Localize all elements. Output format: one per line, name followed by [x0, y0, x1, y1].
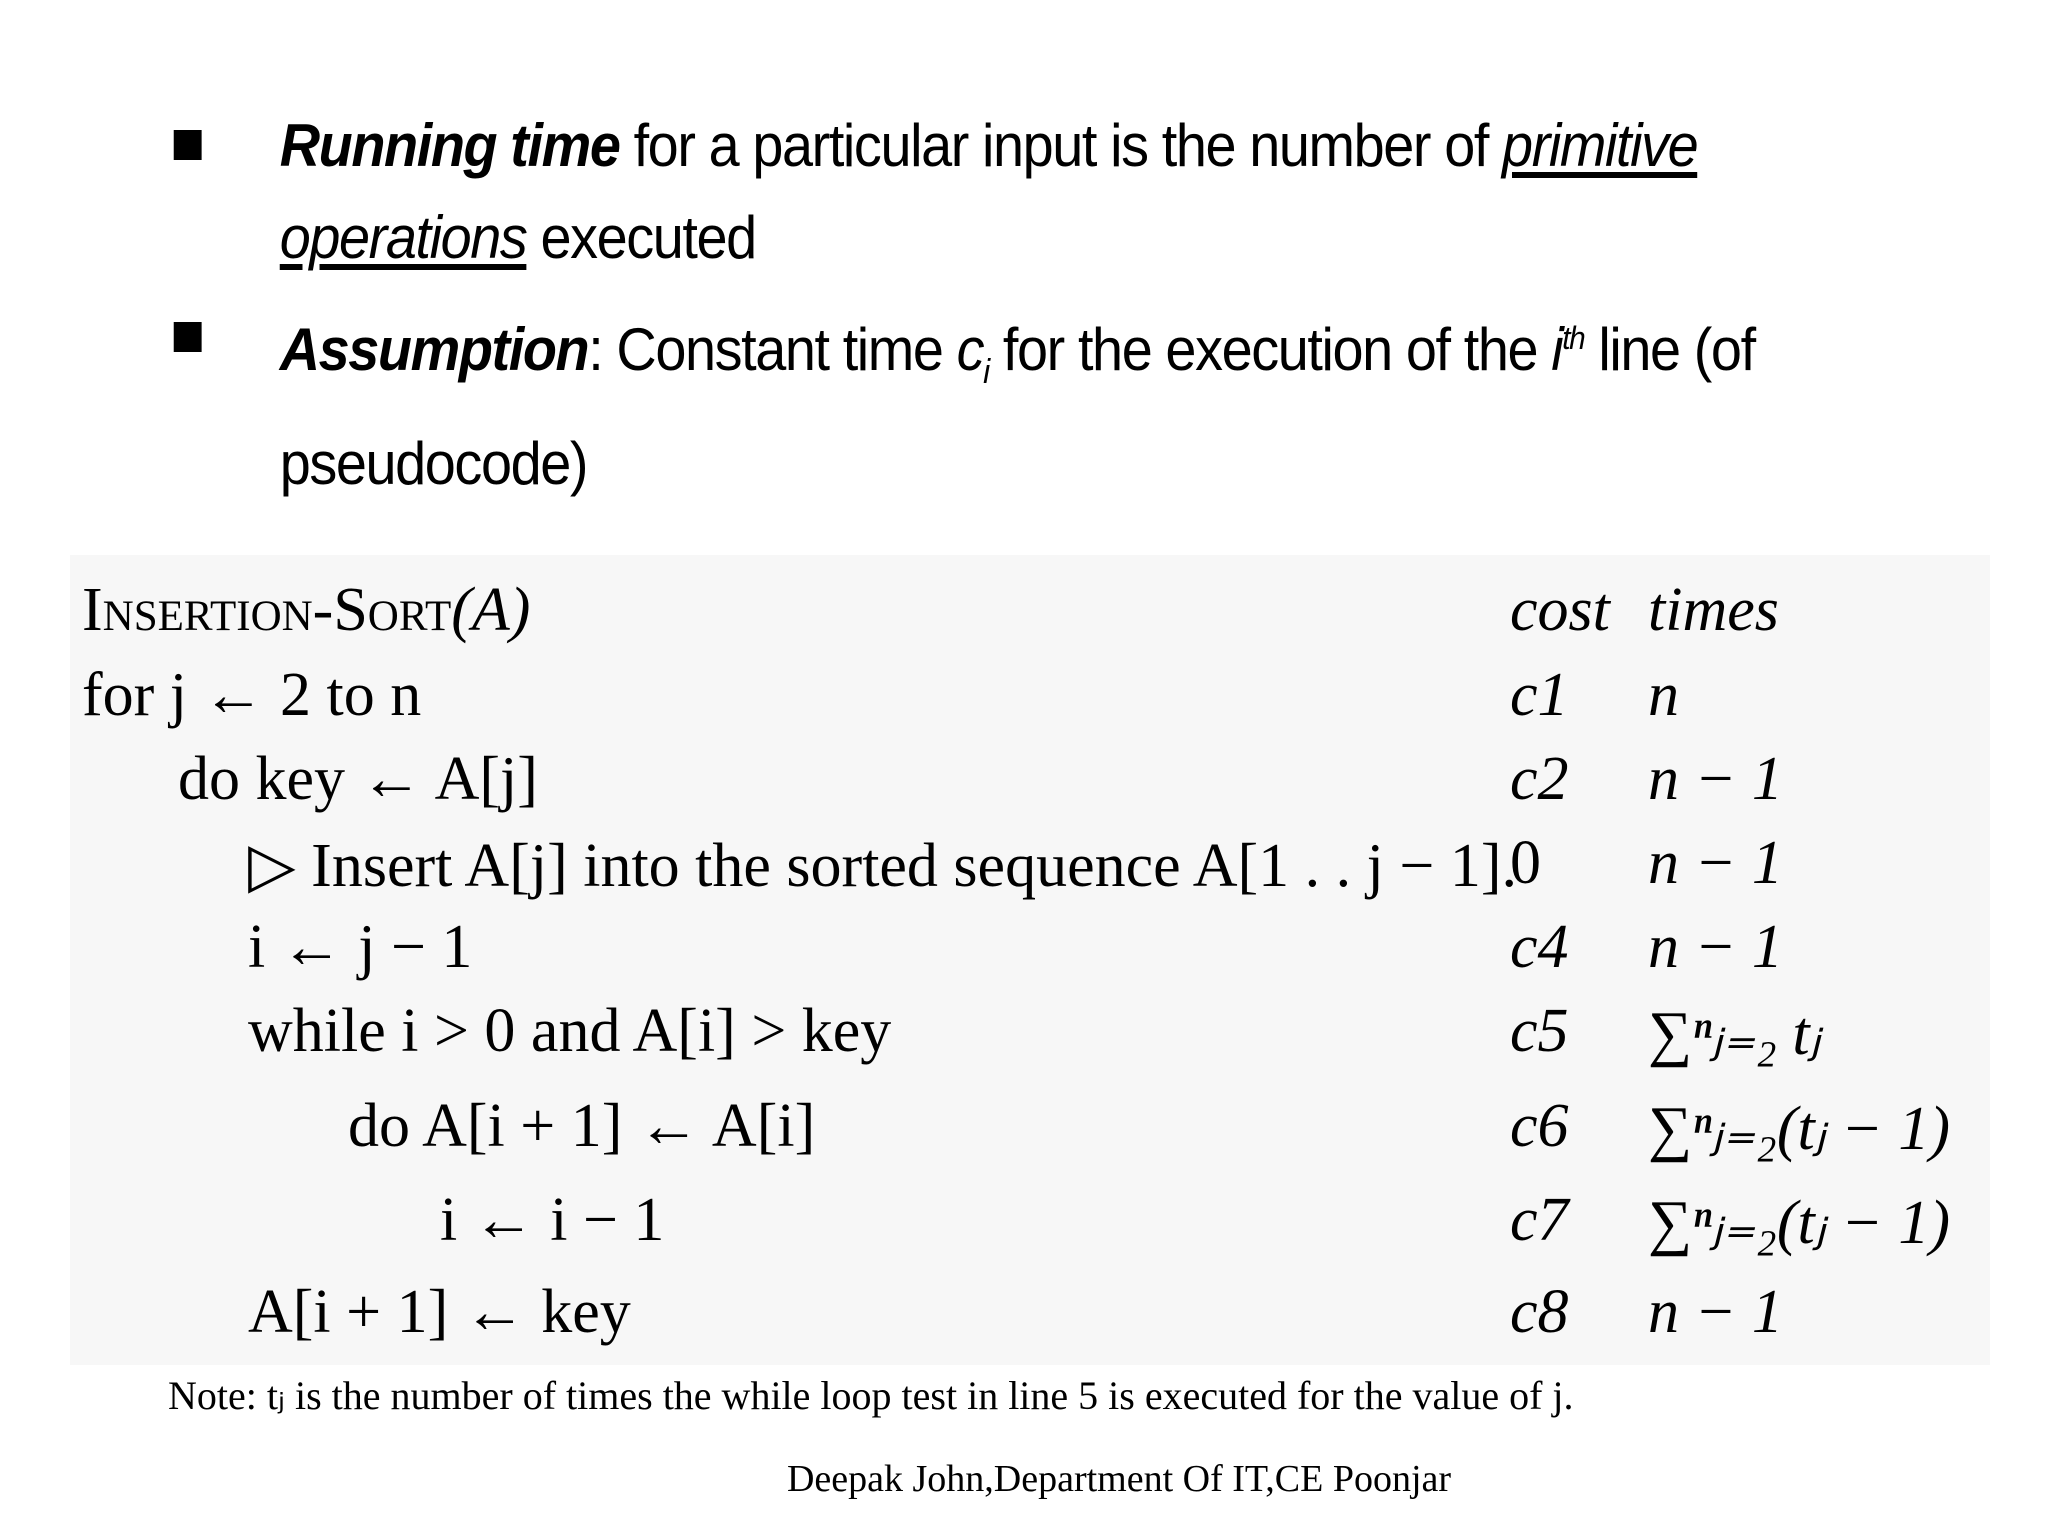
bullet-list [170, 100, 1930, 518]
code-comment-text: ▷ Insert A[j] into the sorted sequence A[1 . . j − 1]. [248, 832, 1517, 900]
square-bullet-icon [174, 130, 202, 160]
code-line-4 [70, 912, 1990, 996]
code-line-7 [70, 1185, 1990, 1269]
bullet-running-time [170, 100, 1807, 284]
footnote: Note: tⱼ is the number of times the while loop test in line 5 is executed for the value of j. [168, 1373, 1574, 1418]
pseudocode-table [70, 555, 1990, 1365]
cost-value: c2 [1510, 745, 1569, 813]
code-text: i ← j − 1 [248, 913, 473, 981]
times-value: n − 1 [1648, 745, 1783, 813]
times-value: n − 1 [1648, 829, 1783, 897]
cost-value: 0 [1510, 829, 1541, 897]
code-line-6 [70, 1091, 1990, 1175]
algorithm-title: Insertion-Sort(A) [82, 576, 531, 644]
code-text: i ← i − 1 [440, 1186, 665, 1254]
times-header: times [1648, 576, 1779, 644]
square-bullet-icon [174, 322, 202, 352]
cost-value: c5 [1510, 997, 1569, 1065]
cost-value: c8 [1510, 1278, 1569, 1346]
cost-value: c1 [1510, 661, 1569, 729]
code-line-5 [70, 996, 1990, 1080]
cost-value: c6 [1510, 1092, 1569, 1160]
cost-value: c7 [1510, 1186, 1569, 1254]
times-value: ∑ⁿⱼ₌₂ tⱼ [1648, 1000, 1821, 1068]
code-line-8 [70, 1277, 1990, 1361]
code-line-2 [70, 744, 1990, 828]
author-footer: Deepak John,Department Of IT,CE Poonjar [786, 1458, 1452, 1500]
bullet-text: for a particular input is the number of [619, 112, 1503, 179]
term-primitive-operations: primitive operations [279, 112, 1698, 271]
bullet-text: executed [526, 204, 756, 271]
algorithm-header-row [70, 575, 1990, 659]
times-value: ∑ⁿⱼ₌₂(tⱼ − 1) [1648, 1095, 1951, 1163]
bullet-assumption [170, 292, 1807, 510]
var-c: c [956, 316, 984, 383]
times-value: n − 1 [1648, 1278, 1783, 1346]
times-value: n − 1 [1648, 913, 1783, 981]
times-value: ∑ⁿⱼ₌₂(tⱼ − 1) [1648, 1189, 1951, 1257]
code-text: while i > 0 and A[i] > key [248, 997, 892, 1065]
cost-header: cost [1510, 576, 1610, 644]
term-running-time: Running time [279, 112, 620, 179]
superscript-th: th [1562, 320, 1585, 356]
times-value: n [1648, 661, 1679, 729]
term-assumption: Assumption [279, 316, 589, 383]
bullet-text: : Constant time [588, 316, 957, 383]
code-line-3 [70, 828, 1990, 912]
code-line-1 [70, 660, 1990, 744]
cost-value: c4 [1510, 913, 1569, 981]
var-i: i [1551, 316, 1563, 383]
code-text: A[i + 1] ← key [248, 1278, 631, 1346]
bullet-text: for the execution of the [988, 316, 1552, 383]
bullet-text: line (of pseudocode) [279, 316, 1755, 497]
code-text: do key ← A[j] [178, 745, 538, 813]
code-text: do A[i + 1] ← A[i] [348, 1092, 816, 1160]
subscript-i: i [983, 353, 989, 391]
code-text: for j ← 2 to n [82, 661, 422, 729]
